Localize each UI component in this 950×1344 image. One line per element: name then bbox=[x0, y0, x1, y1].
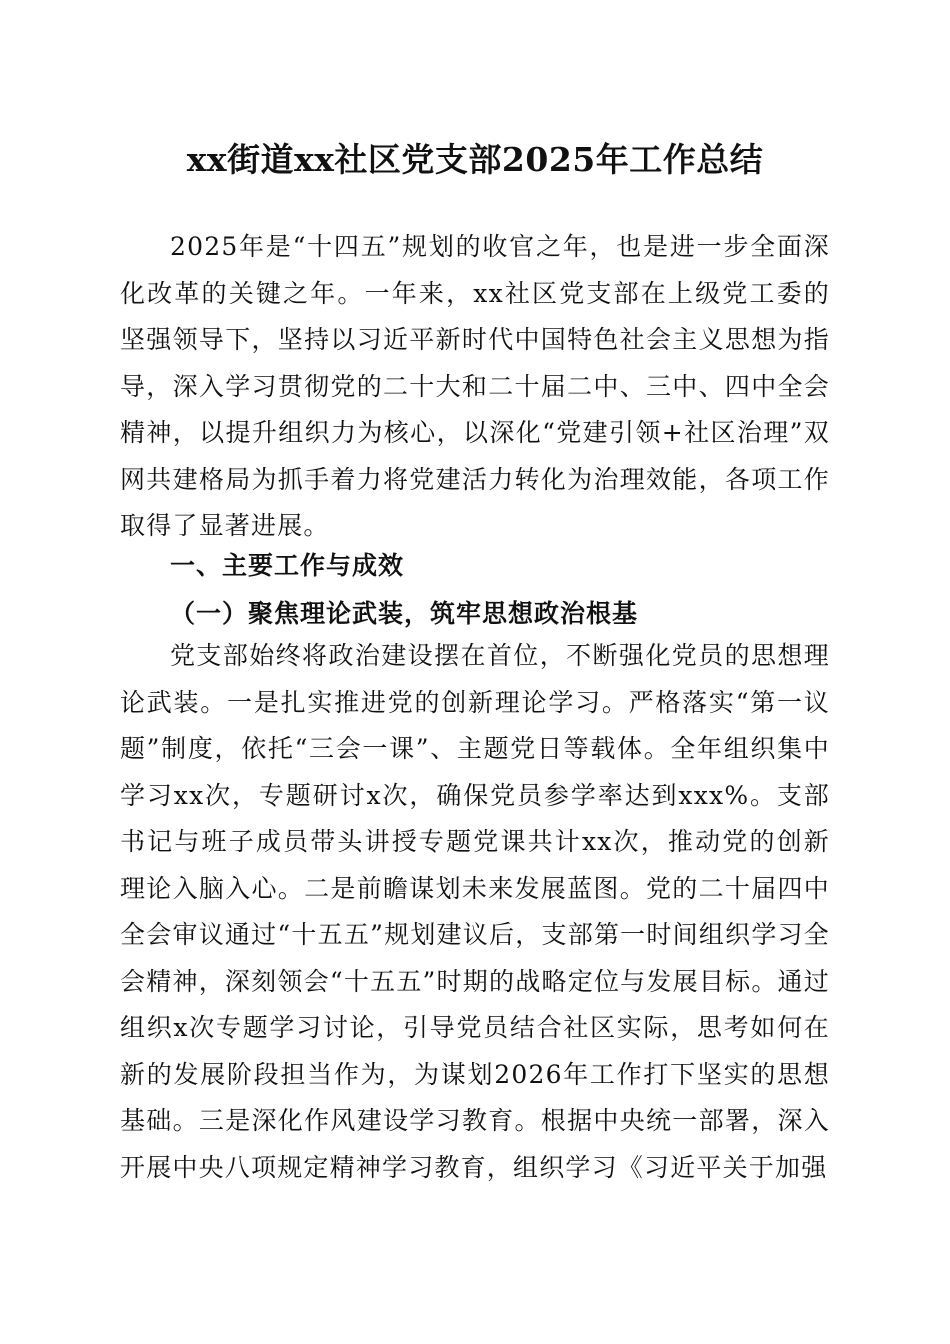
section-heading: 一、主要工作与成效 bbox=[170, 551, 405, 580]
intro-paragraph: 2025年是“十四五”规划的收官之年，也是进一步全面深化改革的关键之年。一年来，xx社区党支部在上级党工委的坚强领导下，坚持以习近平新时代中国特色社会主义思想为指导，深入学习贯彻党的二十大和二十届二中、三中、四中全会精神，以提升组织力为核心，以深化“党建引领+社区治理”双网共建格局为抓手着力将党建活力转化为治理效能，各项工作取得了显著进展。 bbox=[120, 232, 830, 540]
subsection-heading: （一）聚焦理论武装，筑牢思想政治根基 bbox=[170, 599, 639, 628]
document-title: xx街道xx社区党支部2025年工作总结 bbox=[186, 140, 764, 179]
section-paragraph: 党支部始终将政治建设摆在首位，不断强化党员的思想理论武装。一是扎实推进党的创新理论学习。严格落实“第一议题”制度，依托“三会一课”、主题党日等载体。全年组织集中学习xx次，专题研讨x次，确保党员参学率达到xxx%。支部书记与班子成员带头讲授专题党课共计xx次，推动党的创新理论入脑入心。二是前瞻谋划未来发展蓝图。党的二十届四中全会审议通过“十五五”规划建议后，支部第一时间组织学习全会精神，深刻领会“十五五”时期的战略定位与发展目标。通过组织x次专题学习讨论，引导党员结合社区实际，思考如何在新的发展阶段担当作为，为谋划2026年工作打下坚实的思想基础。三是深化作风建设学习教育。根据中央统一部署，深入开展中央八项规定精神学习教育，组织学习《习近平关于加强 bbox=[120, 641, 830, 1182]
